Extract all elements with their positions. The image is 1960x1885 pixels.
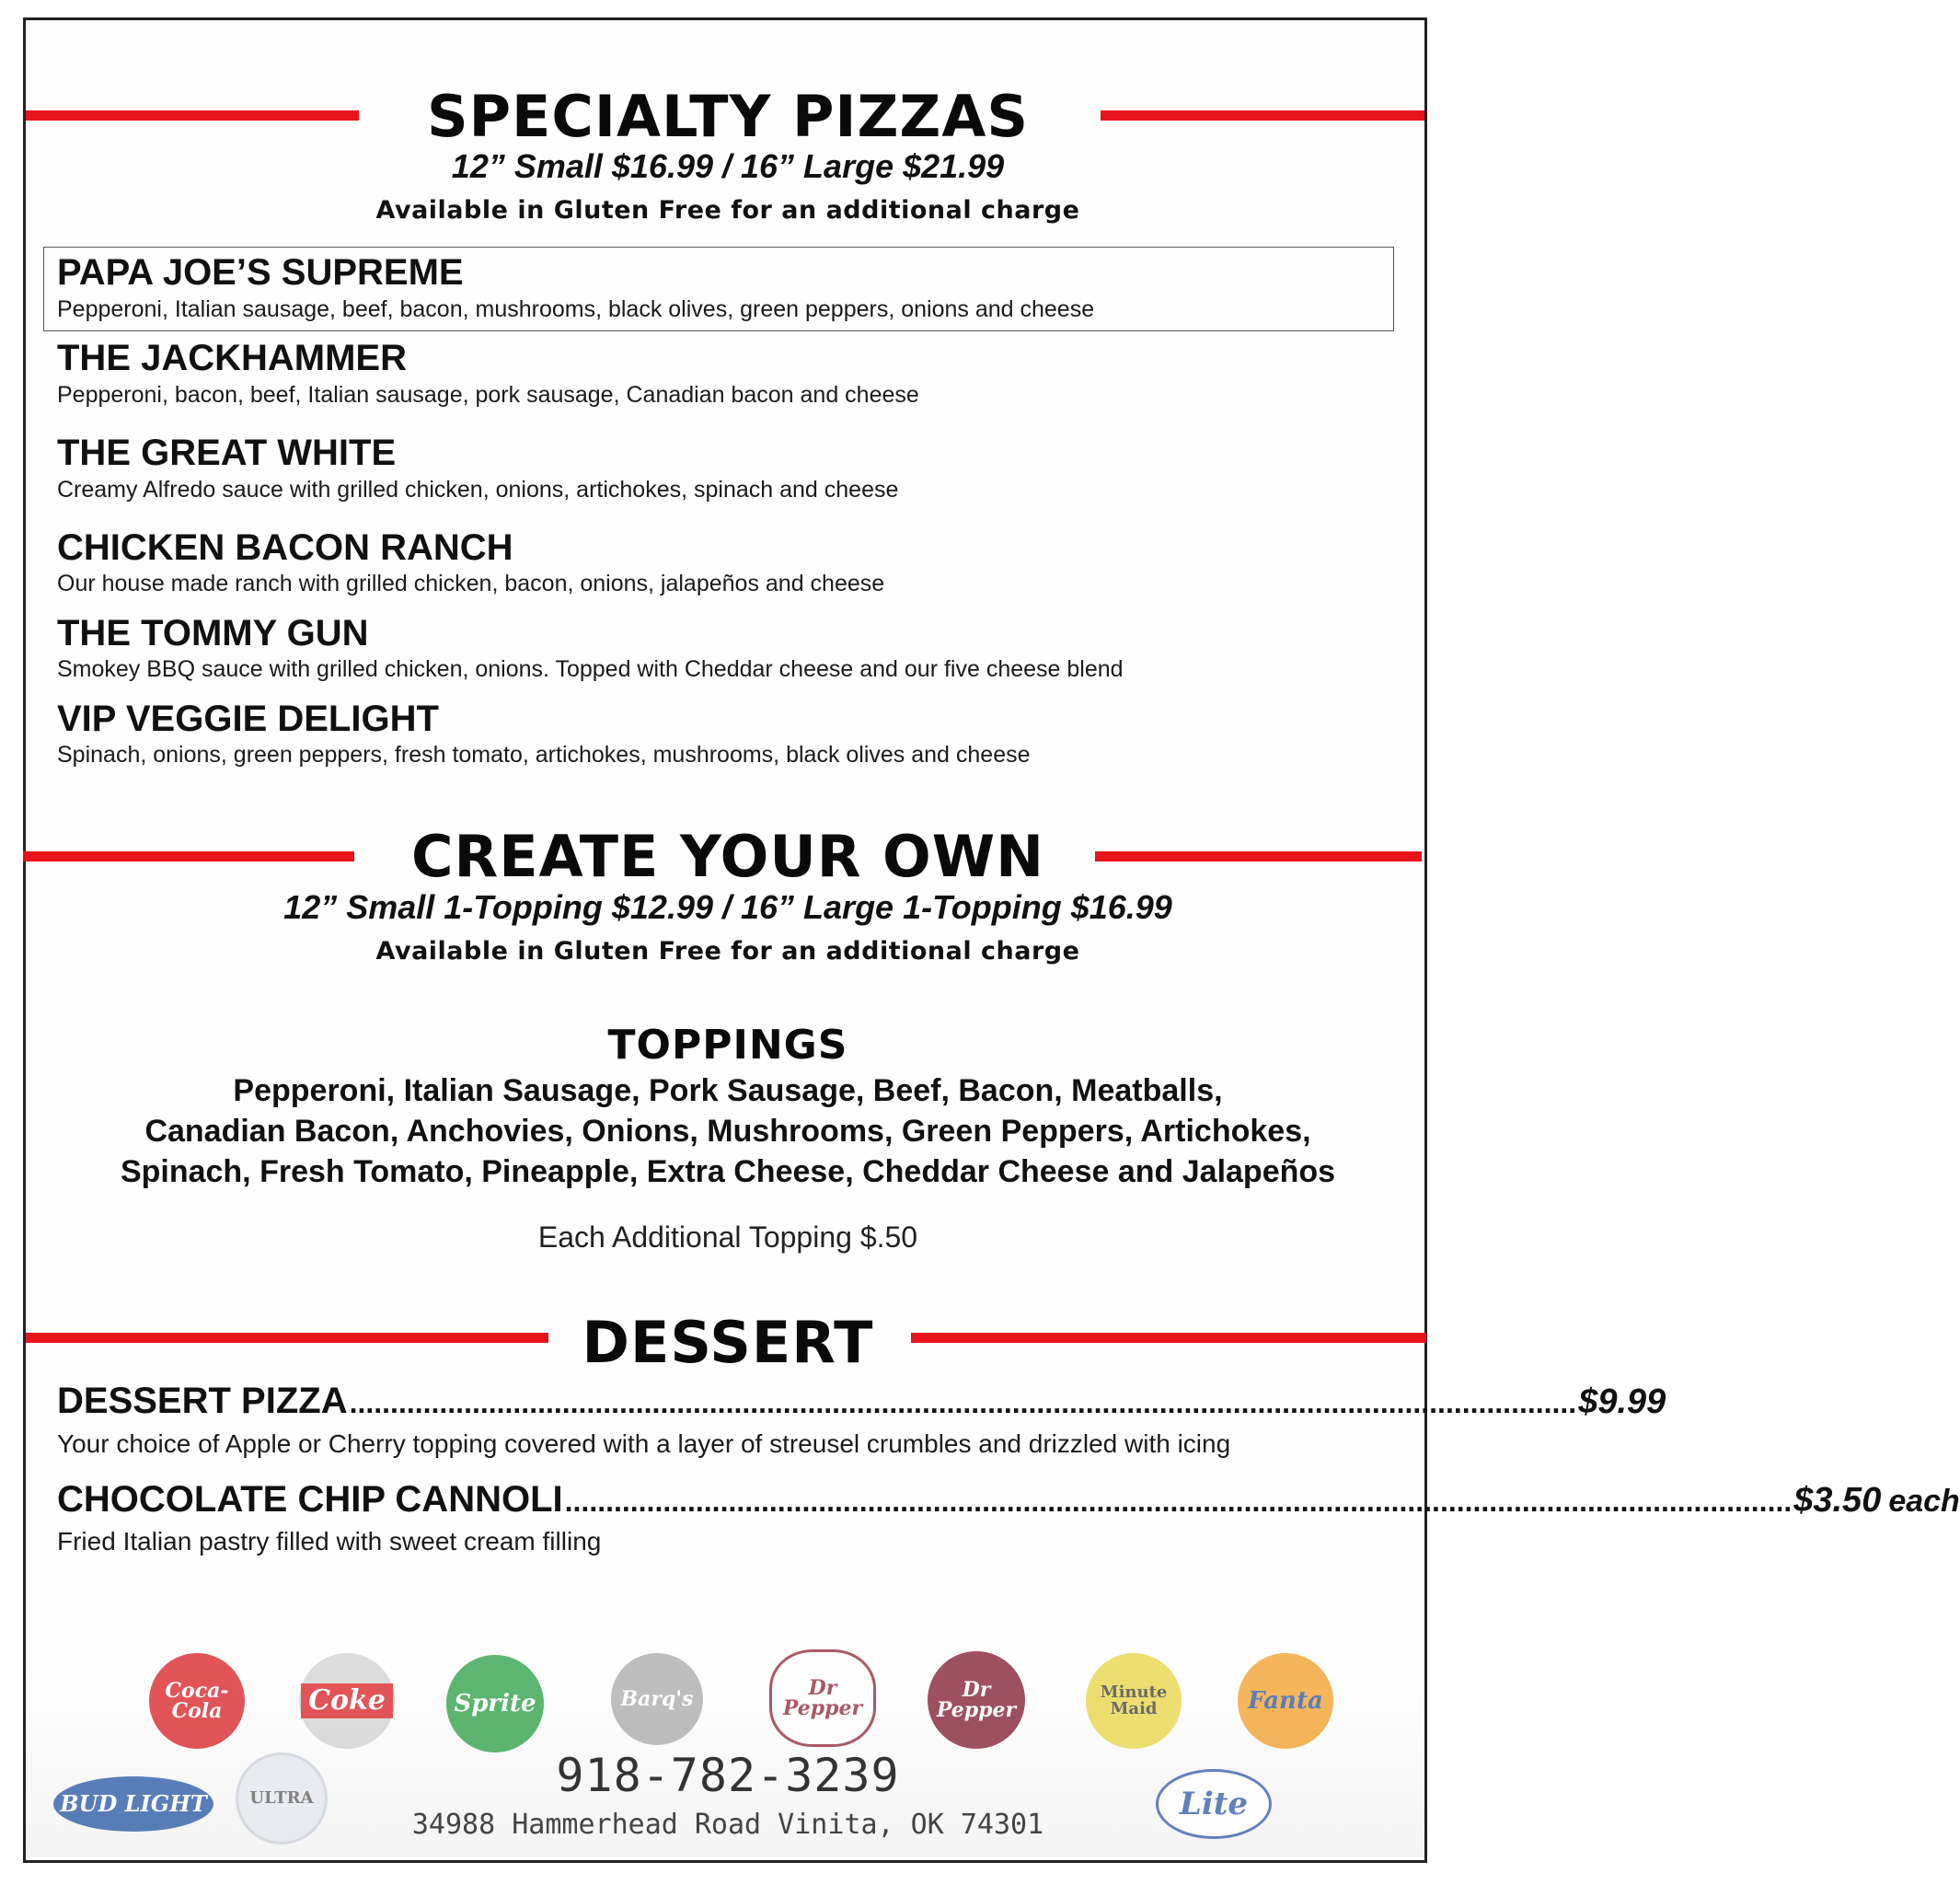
diet-dr-pepper-logo bbox=[769, 1649, 876, 1747]
dessert-title bbox=[0, 1309, 1456, 1376]
minute-maid-logo bbox=[1086, 1653, 1182, 1749]
dessert-description: Your choice of Apple or Cherry topping covered with a layer of streusel crumbles and drizzled with icing bbox=[57, 1429, 1231, 1458]
create-title bbox=[0, 823, 1456, 890]
logo-label: Fanta bbox=[1248, 1687, 1323, 1715]
coca-cola-logo bbox=[149, 1653, 245, 1749]
leader-dots: ...................................................................................................................................................... bbox=[349, 1386, 1577, 1419]
pizza-description: Pepperoni, bacon, beef, Italian sausage, pork sausage, Canadian bacon and cheese bbox=[57, 382, 919, 408]
toppings-line: Spinach, Fresh Tomato, Pineapple, Extra Cheese, Cheddar Cheese and Jalapeños bbox=[120, 1154, 1336, 1189]
specialty-title-text: SPECIALTY PIZZAS bbox=[410, 83, 1045, 150]
phone-number: 918-782-3239 bbox=[556, 1749, 900, 1802]
pizza-description: Our house made ranch with grilled chicken, bacon, onions, jalapeños and cheese bbox=[57, 571, 885, 596]
additional-topping-price: Each Additional Topping $.50 bbox=[537, 1220, 918, 1254]
restaurant-address: 34988 Hammerhead Road Vinita, OK 74301 bbox=[411, 1809, 1044, 1841]
dessert-price: $9.99 bbox=[1578, 1382, 1666, 1421]
dessert-price: $3.50 bbox=[1793, 1481, 1882, 1520]
dessert-name: CHOCOLATE CHIP CANNOLI bbox=[57, 1479, 563, 1520]
pizza-name: VIP VEGGIE DELIGHT bbox=[57, 699, 439, 739]
toppings-title: TOPPINGS bbox=[607, 1022, 848, 1069]
fanta-logo bbox=[1238, 1653, 1333, 1749]
pizza-description: Spinach, onions, green peppers, fresh tomato, artichokes, mushrooms, black olives and cheese bbox=[57, 742, 1031, 768]
specialty-title bbox=[0, 83, 1456, 150]
pizza-name: CHICKEN BACON RANCH bbox=[57, 527, 513, 568]
pizza-description: Creamy Alfredo sauce with grilled chicken, onions, artichokes, spinach and cheese bbox=[57, 477, 899, 503]
dessert-description: Fried Italian pastry filled with sweet cream filling bbox=[57, 1527, 602, 1555]
pizza-description: Smokey BBQ sauce with grilled chicken, onions. Topped with Cheddar cheese and our five cheese blend bbox=[57, 656, 1124, 682]
logo-label: Barq's bbox=[620, 1687, 694, 1711]
diet-coke-logo bbox=[299, 1653, 395, 1749]
pizza-description: Pepperoni, Italian sausage, beef, bacon, mushrooms, black olives, green peppers, onions and cheese bbox=[57, 296, 1095, 322]
logo-label: Sprite bbox=[454, 1690, 536, 1717]
create-title-text: CREATE YOUR OWN bbox=[395, 823, 1061, 890]
dessert-item bbox=[57, 1381, 1666, 1422]
logo-label: Lite bbox=[1179, 1786, 1249, 1822]
toppings-line: Canadian Bacon, Anchovies, Onions, Mushrooms, Green Peppers, Artichokes, bbox=[144, 1114, 1311, 1149]
dessert-title-text: DESSERT bbox=[566, 1309, 891, 1376]
logo-label: Dr Pepper bbox=[782, 1676, 863, 1720]
dessert-name: DESSERT PIZZA bbox=[57, 1381, 348, 1421]
sprite-logo bbox=[446, 1655, 544, 1752]
toppings-line: Pepperoni, Italian Sausage, Pork Sausage, Beef, Bacon, Meatballs, bbox=[233, 1073, 1223, 1108]
create-gluten-free-note: Available in Gluten Free for an additional charge bbox=[375, 937, 1080, 966]
logo-label: Coke bbox=[301, 1683, 393, 1718]
logo-label: BUD LIGHT bbox=[60, 1790, 207, 1817]
pizza-name: THE TOMMY GUN bbox=[57, 613, 369, 653]
pizza-name: THE JACKHAMMER bbox=[57, 338, 407, 378]
logo-label: Dr Pepper bbox=[936, 1678, 1017, 1722]
dessert-item bbox=[57, 1479, 1960, 1521]
logo-label: ULTRA bbox=[249, 1788, 314, 1808]
pizza-name: THE GREAT WHITE bbox=[57, 433, 397, 473]
logo-label: Coca-Cola bbox=[165, 1679, 229, 1723]
leader-dots: ...................................................................................................................................................... bbox=[564, 1485, 1793, 1518]
create-prices: 12” Small 1-Topping $12.99 / 16” Large 1-Topping $16.99 bbox=[283, 888, 1172, 926]
specialty-gluten-free-note: Available in Gluten Free for an additional charge bbox=[375, 196, 1080, 225]
specialty-prices: 12” Small $16.99 / 16” Large $21.99 bbox=[451, 147, 1005, 185]
barqs-logo bbox=[611, 1653, 703, 1745]
logo-label: Minute Maid bbox=[1100, 1683, 1168, 1718]
dessert-price-suffix: each bbox=[1888, 1484, 1960, 1519]
pizza-name: PAPA JOE’S SUPREME bbox=[57, 252, 464, 293]
dr-pepper-logo bbox=[928, 1651, 1025, 1749]
